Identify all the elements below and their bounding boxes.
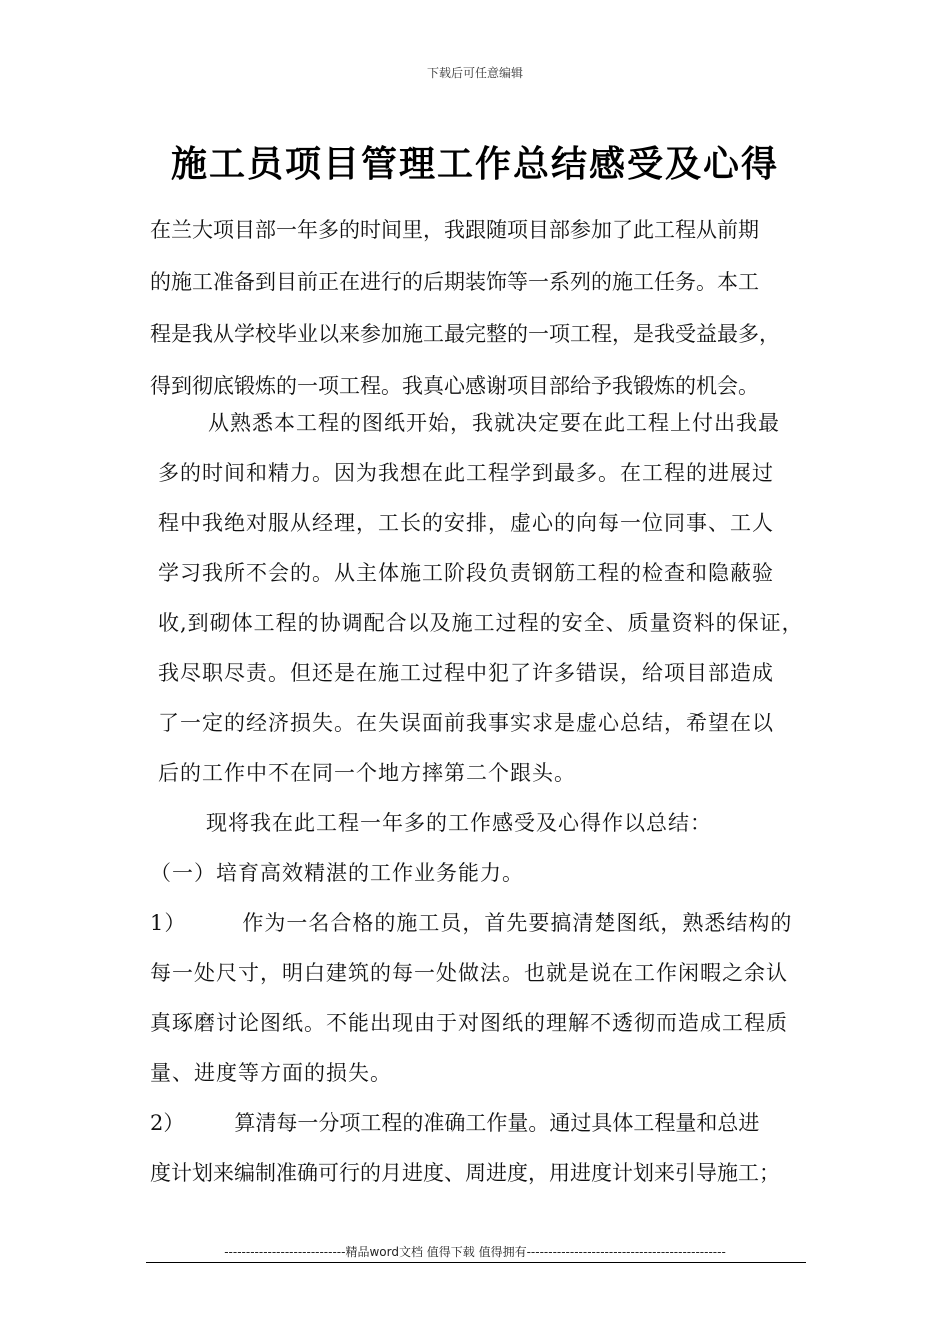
footer-note: ----------------------------精品word文档 值得下载 值得拥有---------------------------------------------- (224, 1245, 726, 1259)
document-title: 施工员项目管理工作总结感受及心得 (170, 143, 779, 185)
experience-paragraph (158, 398, 818, 798)
experience-line: 程中我绝对服从经理，工长的安排，虚心的向每一位同事、工人 (158, 511, 774, 535)
section-heading: （一）培育高效精湛的工作业务能力。 (150, 861, 524, 885)
experience-line: 多的时间和精力。因为我想在此工程学到最多。在工程的进展过 (158, 461, 774, 485)
intro-line: 的施工准备到目前正在进行的后期装饰等一系列的施工任务。本工 (150, 270, 759, 294)
intro-paragraph (150, 204, 810, 412)
item-2-text: 算清每一分项工程的准确工作量。通过具体工程量和总进 (234, 1111, 760, 1135)
item-1-line: 真琢磨讨论图纸。不能出现由于对图纸的理解不透彻而造成工程质 (150, 1011, 788, 1035)
header-note: 下载后可任意编辑 (426, 66, 523, 80)
footer-divider (146, 1262, 806, 1263)
intro-line: 得到彻底锻炼的一项工程。我真心感谢项目部给予我锻炼的机会。 (150, 374, 759, 398)
item-1-line: 量、进度等方面的损失。 (150, 1061, 392, 1085)
experience-line: 收,到砌体工程的协调配合以及施工过程的安全、质量资料的保证， (158, 611, 804, 635)
summary-intro: 现将我在此工程一年多的工作感受及心得作以总结： (206, 811, 712, 835)
experience-line: 我尽职尽责。但还是在施工过程中犯了许多错误，给项目部造成 (158, 661, 774, 685)
item-1-line: 每一处尺寸，明白建筑的每一处做法。也就是说在工作闲暇之余认 (150, 961, 788, 985)
item-2-number: 2） (150, 1111, 185, 1135)
experience-line: 了一定的经济损失。在失误面前我事实求是虚心总结，希望在以 (158, 711, 774, 735)
experience-line: 从熟悉本工程的图纸开始，我就决定要在此工程上付出我最 (208, 411, 780, 435)
item-1-text: 作为一名合格的施工员，首先要搞清楚图纸，熟悉结构的 (242, 911, 793, 935)
summary-section (150, 798, 810, 1198)
item-2-first-line (150, 1098, 810, 1148)
item-1-first-line (150, 898, 810, 948)
item-2-line: 度计划来编制准确可行的月进度、周进度，用进度计划来引导施工； (150, 1161, 780, 1185)
intro-line: 程是我从学校毕业以来参加施工最完整的一项工程，是我受益最多， (150, 322, 780, 346)
intro-line: 在兰大项目部一年多的时间里，我跟随项目部参加了此工程从前期 (150, 218, 759, 242)
experience-line: 学习我所不会的。从主体施工阶段负责钢筋工程的检查和隐蔽验 (158, 561, 774, 585)
item-1-number: 1） (150, 911, 187, 935)
experience-line: 后的工作中不在同一个地方摔第二个跟头。 (158, 761, 576, 785)
